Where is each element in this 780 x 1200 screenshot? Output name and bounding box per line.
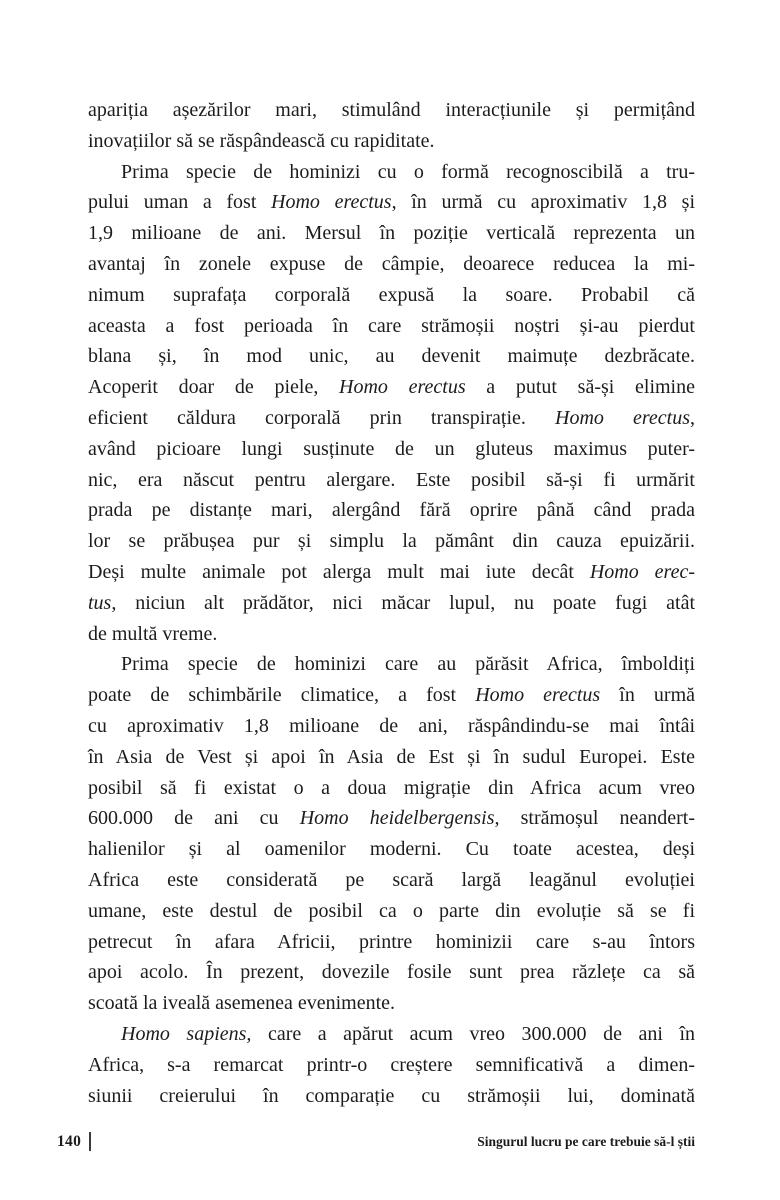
text-line: [88, 249, 695, 280]
italic-text-run: Homo erectus: [339, 376, 466, 399]
text-line: [88, 773, 695, 804]
page-footer: [57, 1132, 695, 1151]
text-line: [88, 619, 695, 650]
text-run: 600.000 de ani cu: [88, 807, 300, 830]
text-line: [88, 680, 695, 711]
text-run: avantaj în zonele expuse de câmpie, deoarece reducea la mi-: [88, 252, 695, 275]
text-run: Prima specie de hominizi cu o formă recognoscibilă a tru-: [121, 160, 695, 183]
italic-text-run: tus: [88, 591, 112, 614]
text-run: , niciun alt prădător, nici măcar lupul, nu poate fugi atât: [111, 591, 695, 614]
text-line: [88, 557, 695, 588]
footer-left: [57, 1132, 91, 1151]
text-run: Deși multe animale pot alerga mult mai iute decât: [88, 560, 590, 583]
text-run: cu aproximativ 1,8 milioane de ani, răspândindu-se mai întâi: [88, 714, 695, 737]
text-line: [88, 403, 695, 434]
text-line: [88, 1081, 695, 1112]
text-line: [88, 711, 695, 742]
text-run: nic, era născut pentru alergare. Este posibil să-și fi urmărit: [88, 468, 695, 491]
italic-text-run: Homo sapiens,: [121, 1022, 252, 1045]
text-run: pului uman a fost: [88, 191, 272, 214]
text-line: [88, 434, 695, 465]
text-line: [88, 280, 695, 311]
text-line: [88, 95, 695, 126]
text-run: , în urmă cu aproximativ 1,8 și: [391, 191, 695, 214]
text-run: , strămoșul neandert-: [494, 807, 696, 830]
text-run: Africa este considerată pe scară largă leagănul evoluției: [88, 868, 695, 891]
text-line: [88, 465, 695, 496]
text-line: [88, 1019, 695, 1050]
text-run: având picioare lungi susținute de un gluteus maximus puter-: [88, 437, 695, 460]
text-line: [88, 157, 695, 188]
text-run: prada pe distanțe mari, alergând fără oprire până când prada: [88, 499, 695, 522]
text-line: [88, 896, 695, 927]
text-line: [88, 927, 695, 958]
text-run: petrecut în afara Africii, printre hominizii care s-au întors: [88, 930, 695, 953]
text-run: apariția așezărilor mari, stimulând interacțiunile și permițând: [88, 99, 695, 121]
text-line: [88, 372, 695, 403]
text-run: aceasta a fost perioada în care strămoșii noștri și-au pierdut: [88, 314, 695, 337]
text-run: Prima specie de hominizi care au părăsit Africa, îmboldiți: [121, 653, 695, 676]
text-line: [88, 218, 695, 249]
text-run: halienilor și al oamenilor moderni. Cu toate acestea, deși: [88, 838, 695, 861]
text-line: [88, 957, 695, 988]
text-run: siunii creierului în comparație cu strămoșii lui, dominată: [88, 1084, 695, 1107]
italic-text-run: Homo erec-: [589, 560, 696, 583]
text-run: Acoperit doar de piele,: [88, 376, 340, 399]
text-run: scoată la iveală asemenea evenimente.: [88, 992, 396, 1015]
italic-text-run: Homo erectus: [475, 684, 601, 707]
text-run: umane, este destul de posibil ca o parte din evoluție să se fi: [88, 899, 695, 922]
text-line: [88, 495, 695, 526]
text-run: 1,9 milioane de ani. Mersul în poziție verticală reprezenta un: [88, 222, 695, 245]
text-run: blana și, în mod unic, au devenit maimuțe dezbrăcate.: [88, 345, 695, 368]
italic-text-run: Homo heidelbergensis: [299, 807, 495, 830]
text-line: [88, 988, 695, 1019]
running-title: Singurul lucru pe care trebuie să-l știi: [477, 1133, 695, 1149]
italic-text-run: Homo erectus: [271, 191, 392, 214]
text-run: a putut să-și elimine: [465, 376, 695, 399]
footer-divider-bar: [89, 1132, 91, 1151]
text-line: [88, 526, 695, 557]
text-run: posibil să fi existat o a doua migrație din Africa acum vreo: [88, 776, 695, 799]
text-run: care a apărut acum vreo 300.000 de ani în: [251, 1022, 696, 1045]
page-number: 140: [57, 1132, 82, 1150]
text-line: [88, 742, 695, 773]
text-line: [88, 126, 695, 157]
text-run: Africa, s-a remarcat printr-o creștere semnificativă a dimen-: [88, 1053, 695, 1076]
text-line: [88, 649, 695, 680]
text-line: [88, 311, 695, 342]
text-run: eficient căldura corporală prin transpirație.: [88, 406, 555, 429]
text-run: apoi acolo. În prezent, dovezile fosile sunt prea răzlețe ca să: [88, 961, 695, 984]
italic-text-run: Homo erectus: [555, 406, 690, 429]
text-line: [88, 865, 695, 896]
text-line: [88, 588, 695, 619]
text-line: [88, 803, 695, 834]
text-run: lor se prăbușea pur și simplu la pământ din cauza epuizării.: [88, 530, 695, 553]
text-run: poate de schimbările climatice, a fost: [88, 684, 476, 707]
text-line: [88, 187, 695, 218]
text-run: nimum suprafața corporală expusă la soare. Probabil că: [88, 283, 695, 306]
page-text: [88, 95, 695, 1111]
text-run: în urmă: [600, 684, 696, 707]
text-run: ,: [690, 406, 695, 429]
text-run: inovațiilor să se răspândească cu rapiditate.: [88, 129, 435, 152]
text-line: [88, 834, 695, 865]
text-run: în Asia de Vest și apoi în Asia de Est și în sudul Europei. Este: [88, 745, 695, 768]
text-run: de multă vreme.: [88, 622, 218, 645]
text-line: [88, 341, 695, 372]
text-line: [88, 1050, 695, 1081]
